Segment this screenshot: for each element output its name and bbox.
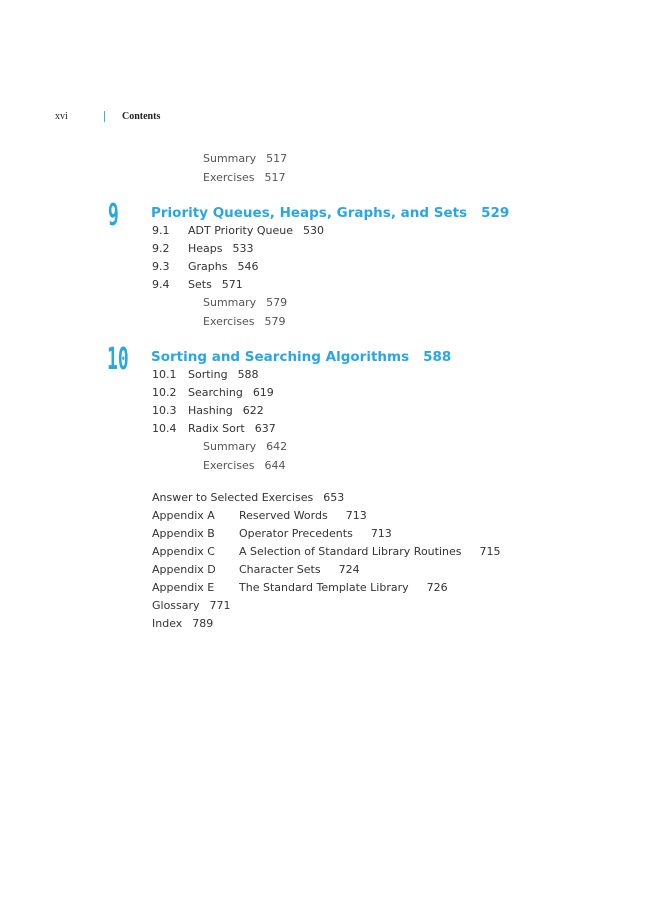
chapter-9-number: 9 [108, 198, 119, 233]
chapter-10-title[interactable]: Sorting and Searching Algorithms 588 [151, 349, 452, 365]
toc-entry-exercises[interactable]: Exercises 644 [203, 459, 286, 472]
page-number: xvi [55, 111, 68, 122]
toc-entry-summary[interactable]: Summary 579 [203, 296, 288, 309]
toc-entry-summary[interactable]: Summary 517 [203, 152, 288, 165]
toc-appendix-c[interactable]: Appendix C A Selection of Standard Library Routines 715 [152, 545, 501, 558]
header-divider [104, 111, 105, 122]
toc-section-10-4[interactable]: 10.4 Radix Sort 637 [152, 422, 276, 435]
toc-appendix-e[interactable]: Appendix E The Standard Template Library 726 [152, 581, 448, 594]
toc-section-9-2[interactable]: 9.2 Heaps 533 [152, 242, 254, 255]
toc-index[interactable]: Index 789 [152, 617, 214, 630]
toc-glossary[interactable]: Glossary 771 [152, 599, 231, 612]
toc-section-10-2[interactable]: 10.2 Searching 619 [152, 386, 274, 399]
toc-appendix-d[interactable]: Appendix D Character Sets 724 [152, 563, 360, 576]
chapter-10-number: 10 [107, 342, 129, 377]
toc-appendix-a[interactable]: Appendix A Reserved Words 713 [152, 509, 367, 522]
toc-section-9-1[interactable]: 9.1 ADT Priority Queue 530 [152, 224, 324, 237]
toc-section-9-3[interactable]: 9.3 Graphs 546 [152, 260, 259, 273]
toc-section-9-4[interactable]: 9.4 Sets 571 [152, 278, 243, 291]
toc-entry-summary[interactable]: Summary 642 [203, 440, 288, 453]
running-title: Contents [122, 111, 161, 122]
toc-appendix-b[interactable]: Appendix B Operator Precedents 713 [152, 527, 392, 540]
toc-entry-exercises[interactable]: Exercises 579 [203, 315, 286, 328]
toc-section-10-3[interactable]: 10.3 Hashing 622 [152, 404, 264, 417]
toc-answers[interactable]: Answer to Selected Exercises 653 [152, 491, 345, 504]
chapter-9-title[interactable]: Priority Queues, Heaps, Graphs, and Sets 529 [151, 205, 510, 221]
toc-section-10-1[interactable]: 10.1 Sorting 588 [152, 368, 259, 381]
toc-entry-exercises[interactable]: Exercises 517 [203, 171, 286, 184]
